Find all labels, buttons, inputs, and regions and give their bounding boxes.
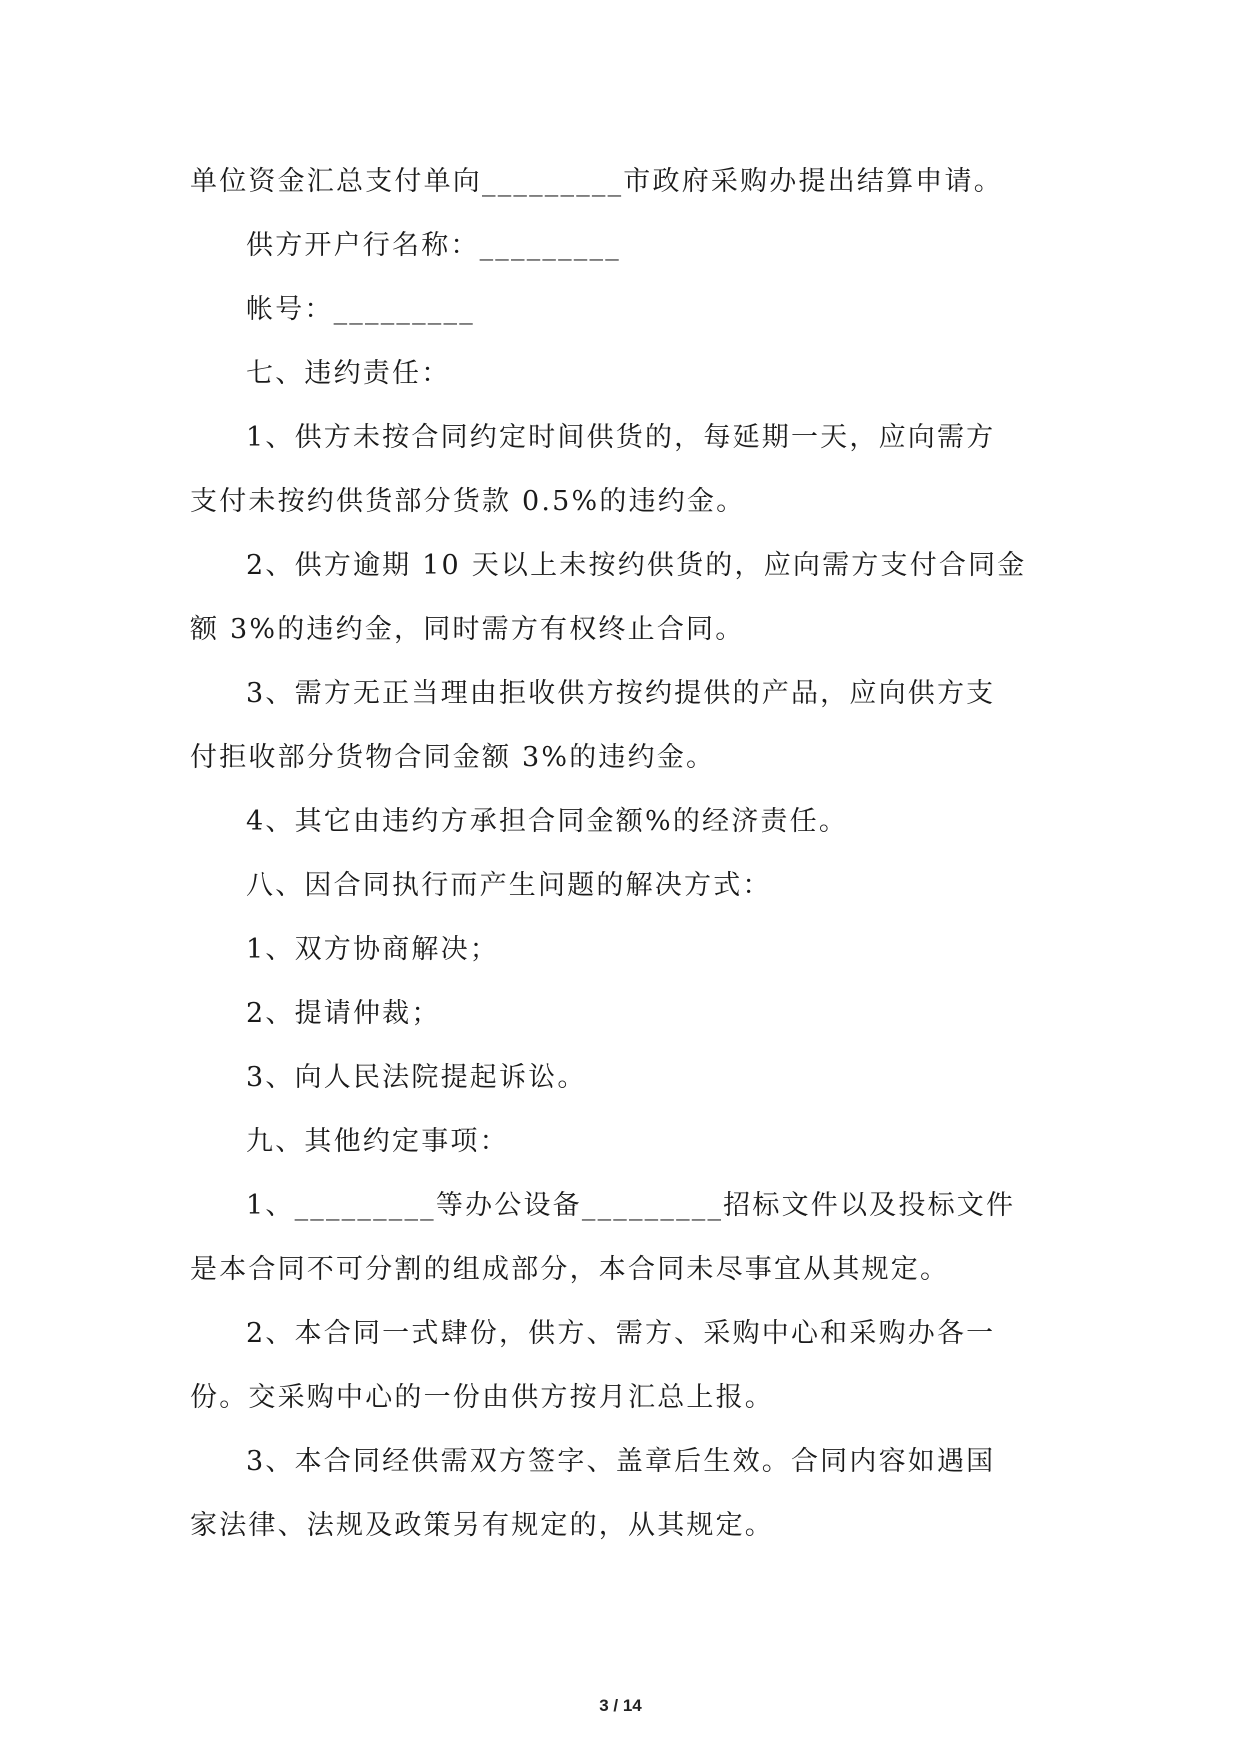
- text-line: 1、供方未按合同约定时间供货的，每延期一天，应向需方: [246, 422, 996, 453]
- text-line: 额 3%的违约金，同时需方有权终止合同。: [190, 614, 745, 645]
- text-line: 供方开户行名称：_________: [246, 230, 621, 261]
- text-line: 家法律、法规及政策另有规定的，从其规定。: [190, 1510, 774, 1541]
- text-line: 是本合同不可分割的组成部分，本合同未尽事宜从其规定。: [190, 1254, 950, 1285]
- text-line: 帐号：_________: [246, 294, 475, 325]
- text-line: 2、本合同一式肆份，供方、需方、采购中心和采购办各一: [246, 1318, 996, 1349]
- text-line: 3、需方无正当理由拒收供方按约提供的产品，应向供方支: [246, 678, 996, 709]
- text-line: 3、本合同经供需双方签字、盖章后生效。合同内容如遇国: [246, 1446, 996, 1477]
- text-line: 1、_________等办公设备_________招标文件以及投标文件: [246, 1190, 1016, 1221]
- text-line: 2、提请仲裁；: [246, 998, 441, 1029]
- text-line: 份。交采购中心的一份由供方按月汇总上报。: [190, 1382, 774, 1413]
- page-number: 3 / 14: [599, 1696, 642, 1715]
- text-line: 1、双方协商解决；: [246, 934, 499, 965]
- section-heading: 八、因合同执行而产生问题的解决方式：: [246, 870, 772, 901]
- section-heading: 七、违约责任：: [246, 358, 451, 389]
- text-line: 3、向人民法院提起诉讼。: [246, 1062, 587, 1093]
- section-heading: 九、其他约定事项：: [246, 1126, 509, 1157]
- document-body: [190, 150, 1050, 1558]
- text-line: 付拒收部分货物合同金额 3%的违约金。: [190, 742, 716, 773]
- text-line: 2、供方逾期 10 天以上未按约供货的，应向需方支付合同金: [246, 550, 1027, 581]
- text-line: 支付未按约供货部分货款 0.5%的违约金。: [190, 486, 746, 517]
- text-line: 单位资金汇总支付单向_________市政府采购办提出结算申请。: [190, 166, 1003, 197]
- text-line: 4、其它由违约方承担合同金额%的经济责任。: [246, 806, 849, 837]
